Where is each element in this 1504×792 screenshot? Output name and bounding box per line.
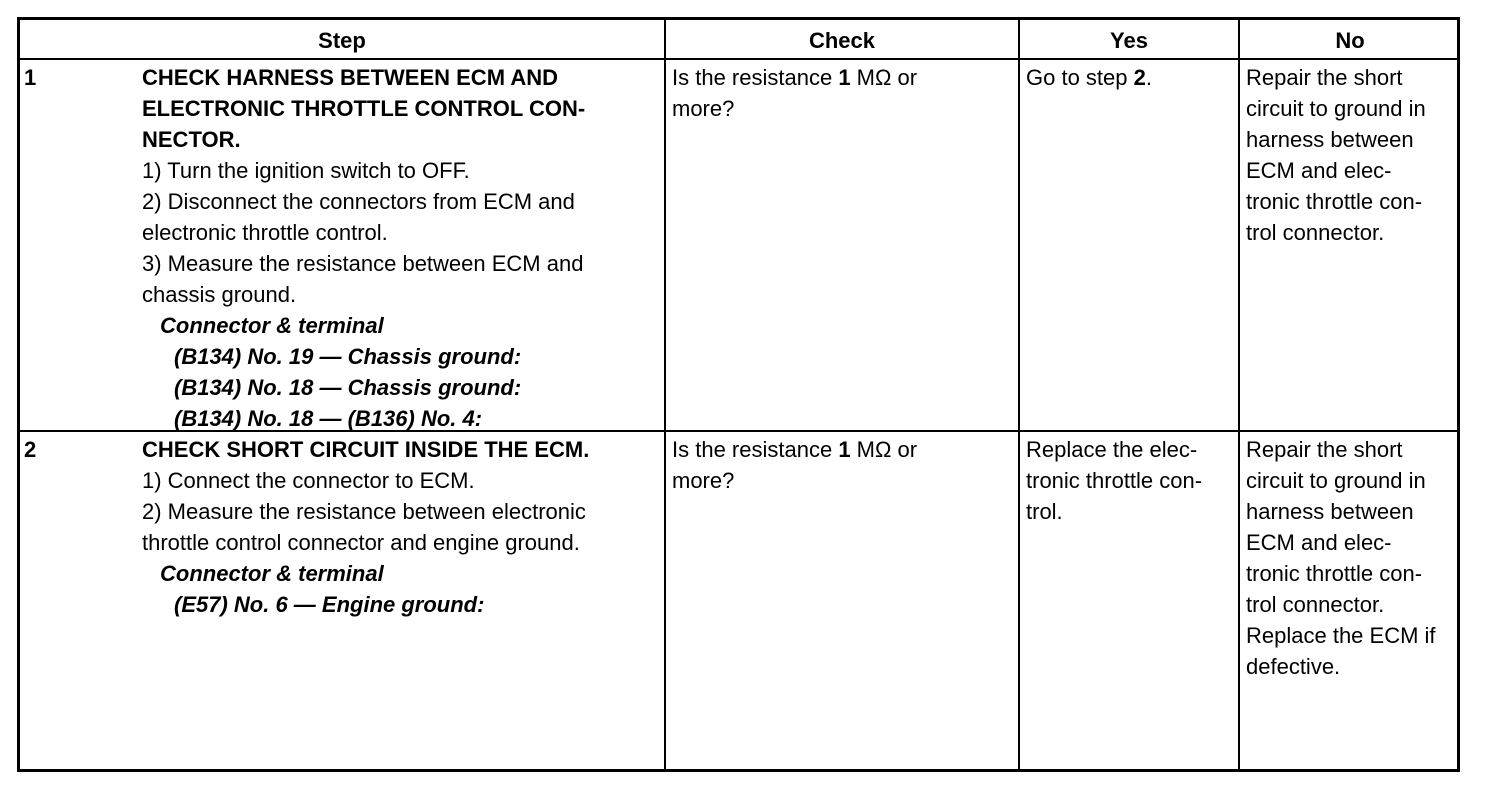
step-instruction: electronic throttle control. xyxy=(142,220,388,245)
no-text: ECM and elec- xyxy=(1246,158,1392,183)
step-title: CHECK HARNESS BETWEEN ECM AND xyxy=(142,65,558,90)
row-divider xyxy=(20,58,1457,60)
column-divider xyxy=(1018,20,1020,769)
no-text: tronic throttle con- xyxy=(1246,189,1423,214)
no-text: circuit to ground in xyxy=(1246,96,1426,121)
header-no: No xyxy=(1335,28,1365,53)
check-text: more? xyxy=(672,96,735,121)
connector-label: Connector & terminal xyxy=(160,561,384,586)
check-text: more? xyxy=(672,468,735,493)
check-value: 1 xyxy=(838,437,851,462)
connector-label: Connector & terminal xyxy=(160,313,384,338)
step-title: ELECTRONIC THROTTLE CONTROL CON- xyxy=(142,96,586,121)
terminal-spec: (B134) No. 19 — Chassis ground: xyxy=(174,344,522,369)
header-yes: Yes xyxy=(1110,28,1148,53)
yes-text: Replace the elec- xyxy=(1026,437,1198,462)
step-number: 2 xyxy=(24,437,37,462)
check-question xyxy=(672,62,1016,124)
check-unit: MΩ or xyxy=(850,437,918,462)
yes-step-ref: 2 xyxy=(1133,65,1146,90)
no-text: trol connector. xyxy=(1246,220,1385,245)
terminal-spec: (B134) No. 18 — Chassis ground: xyxy=(174,375,522,400)
column-divider xyxy=(664,20,666,769)
step-instruction: 2) Disconnect the connectors from ECM and xyxy=(142,189,575,214)
step-instruction: 3) Measure the resistance between ECM and xyxy=(142,251,584,276)
step-instruction: 1) Turn the ignition switch to OFF. xyxy=(142,158,470,183)
step-instruction: 1) Connect the connector to ECM. xyxy=(142,468,475,493)
yes-text: tronic throttle con- xyxy=(1026,468,1203,493)
step-instruction: chassis ground. xyxy=(142,282,297,307)
yes-text: . xyxy=(1145,65,1152,90)
no-text: ECM and elec- xyxy=(1246,530,1392,555)
yes-action xyxy=(1026,62,1236,93)
no-text: Repair the short xyxy=(1246,65,1403,90)
yes-text: Go to step xyxy=(1026,65,1134,90)
step-instruction: throttle control connector and engine ground. xyxy=(142,530,580,555)
diagnostic-table xyxy=(17,17,1460,772)
check-question xyxy=(672,434,1016,496)
no-text: harness between xyxy=(1246,127,1414,152)
check-unit: MΩ or xyxy=(850,65,918,90)
check-text: Is the resistance xyxy=(672,65,839,90)
header-step: Step xyxy=(318,28,366,53)
no-action xyxy=(1246,434,1460,682)
no-text: tronic throttle con- xyxy=(1246,561,1423,586)
no-text: circuit to ground in xyxy=(1246,468,1426,493)
check-text: Is the resistance xyxy=(672,437,839,462)
step-description xyxy=(142,434,662,620)
no-action xyxy=(1246,62,1460,248)
step-title: NECTOR. xyxy=(142,127,241,152)
column-divider xyxy=(1238,20,1240,769)
no-text: harness between xyxy=(1246,499,1414,524)
no-text: defective. xyxy=(1246,654,1341,679)
no-text: Replace the ECM if xyxy=(1246,623,1436,648)
yes-text: trol. xyxy=(1026,499,1063,524)
step-title: CHECK SHORT CIRCUIT INSIDE THE ECM. xyxy=(142,437,590,462)
step-number: 1 xyxy=(24,65,37,90)
no-text: trol connector. xyxy=(1246,592,1385,617)
yes-action xyxy=(1026,434,1236,527)
no-text: Repair the short xyxy=(1246,437,1403,462)
header-check: Check xyxy=(808,28,876,53)
check-value: 1 xyxy=(838,65,851,90)
terminal-spec: (E57) No. 6 — Engine ground: xyxy=(174,592,485,617)
step-instruction: 2) Measure the resistance between electronic xyxy=(142,499,586,524)
terminal-spec: (B134) No. 18 — (B136) No. 4: xyxy=(174,406,483,431)
step-description xyxy=(142,62,662,434)
